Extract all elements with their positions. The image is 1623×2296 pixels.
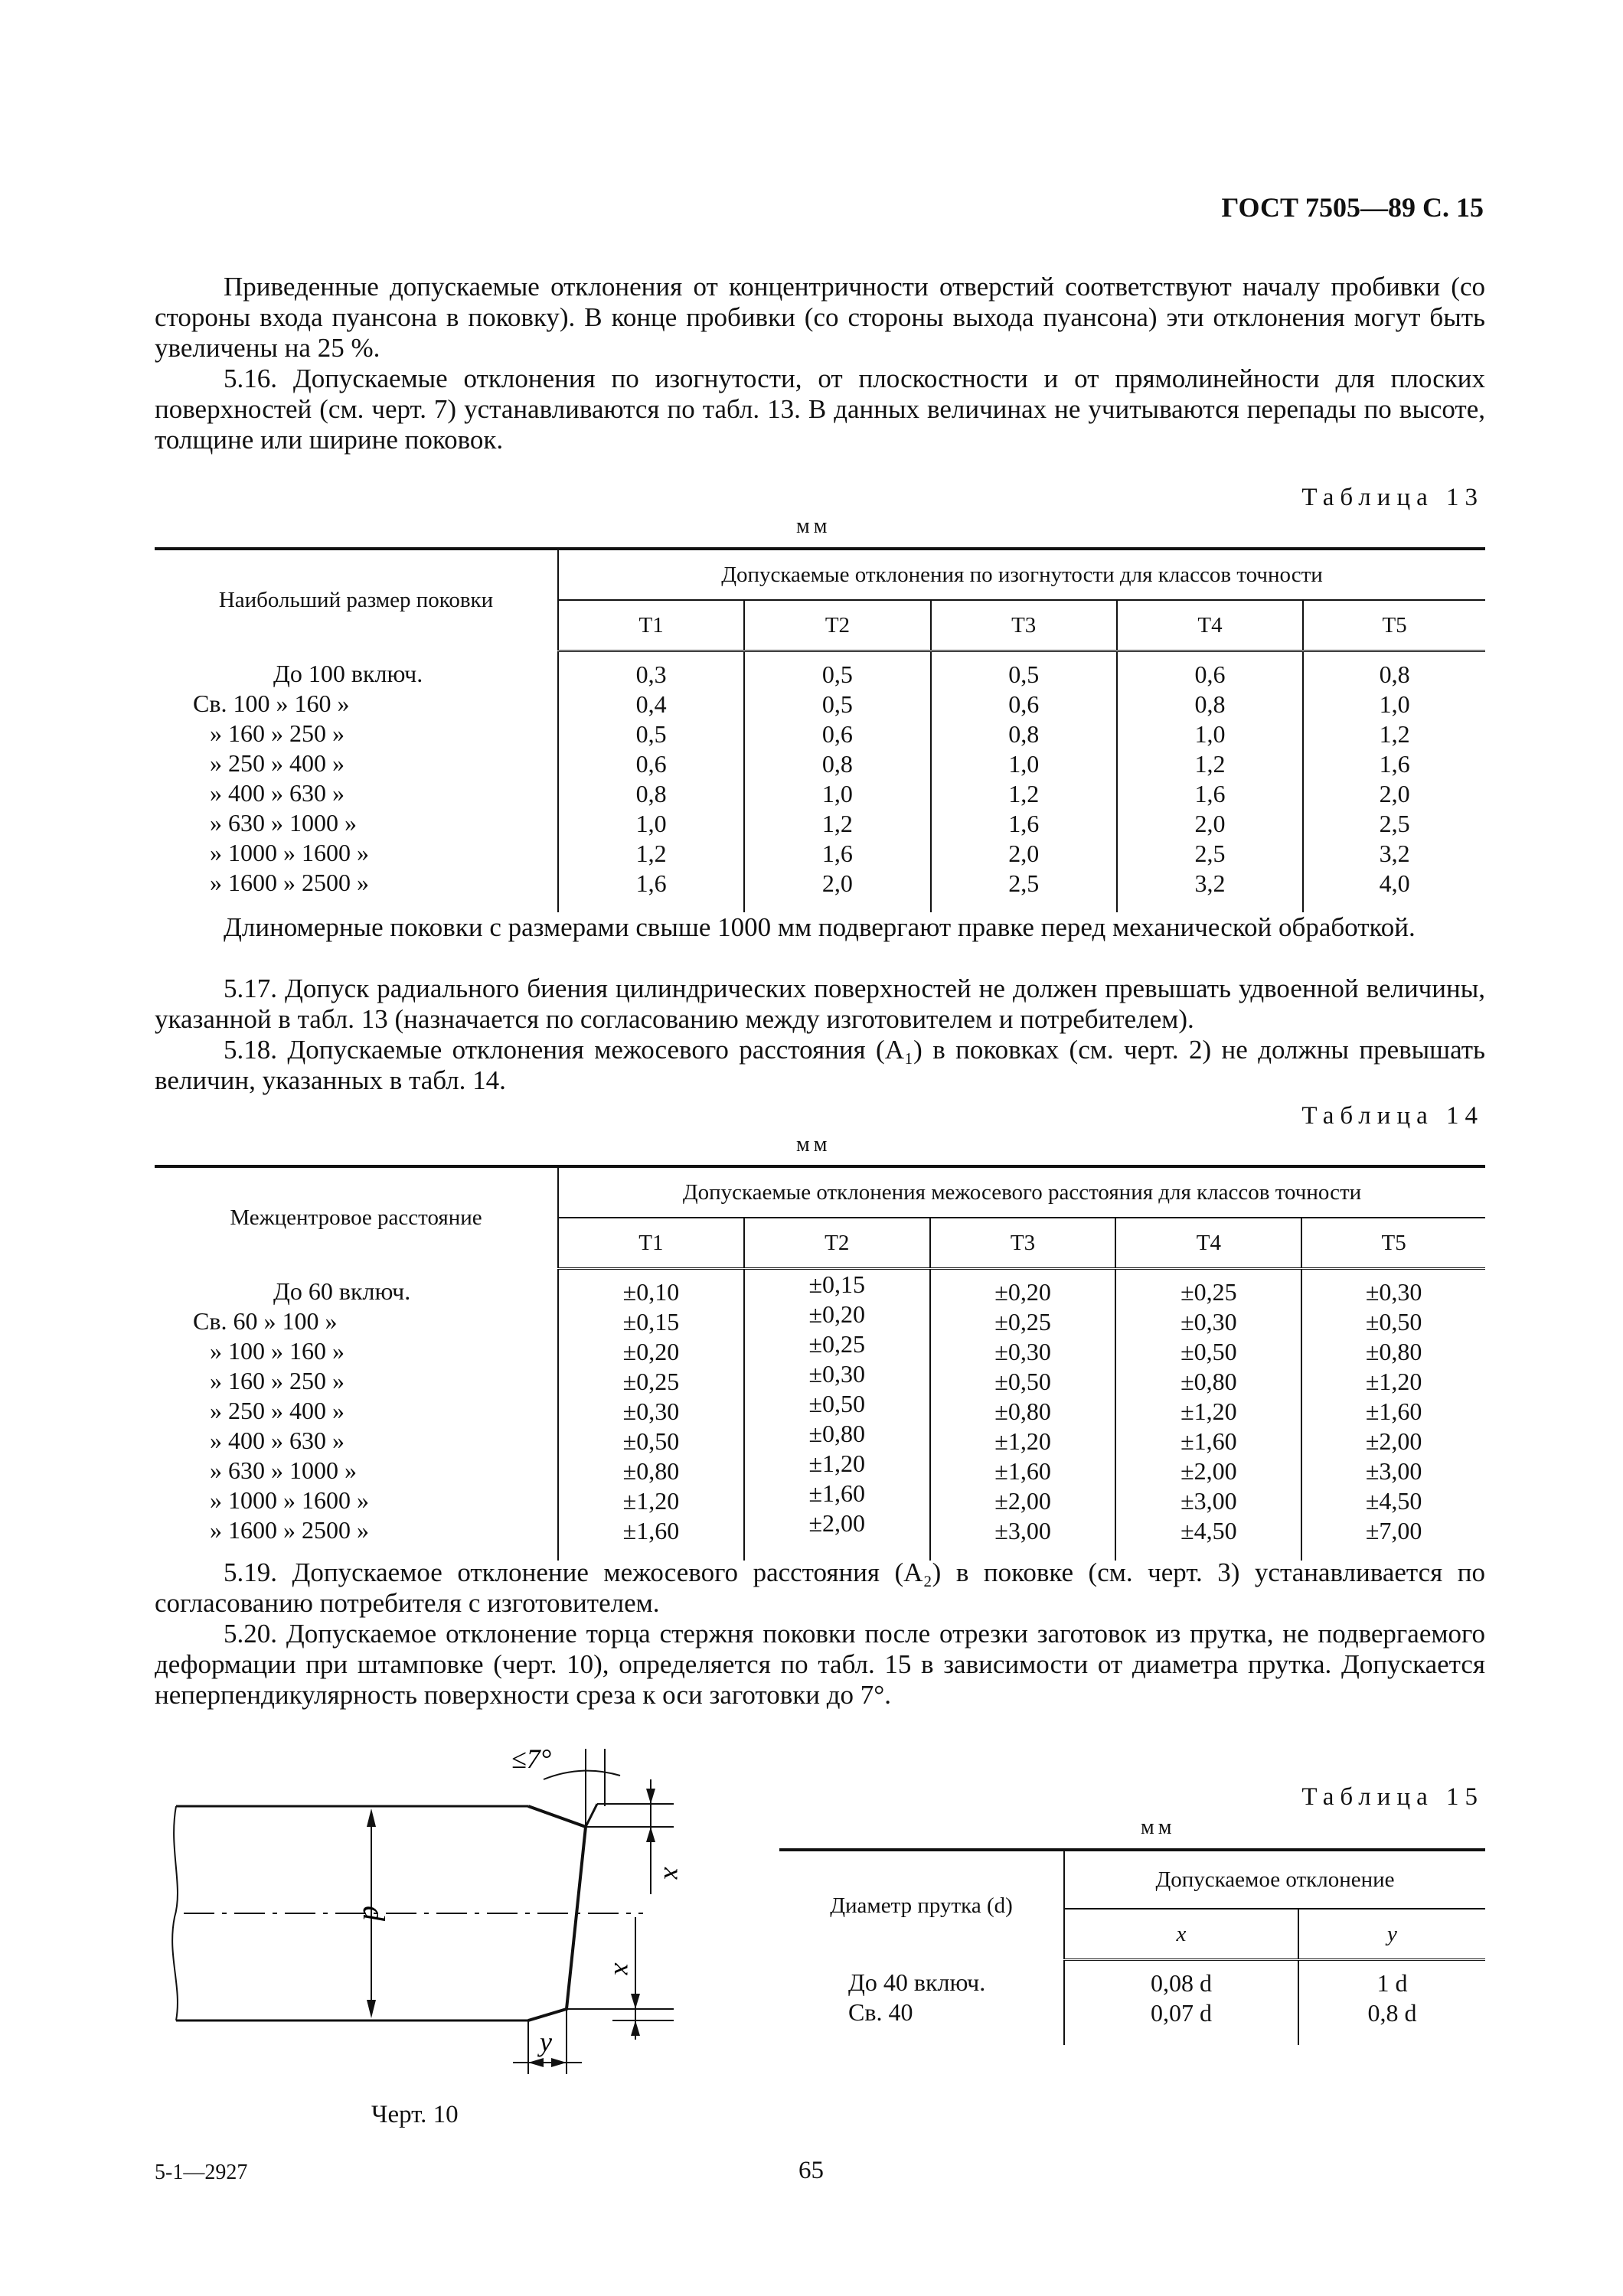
table-14-row-label: » 400 » 630 »: [210, 1426, 345, 1454]
cell: ±0,80: [622, 1457, 680, 1485]
cell: ±0,15: [808, 1270, 865, 1298]
d-arrow-bottom: [367, 2000, 376, 2018]
table-14-row-label: » 1000 » 1600 »: [210, 1486, 369, 1514]
cell: 2,0: [1008, 840, 1040, 867]
paragraph-long-forgings: Длиномерные поковки с размерами свыше 1000 мм подвергают правке перед механической обработкой.: [224, 912, 1416, 942]
cell: ±0,50: [994, 1368, 1051, 1395]
table-14-class-t2: Т2: [744, 1218, 930, 1269]
table-15-sub-x: x: [1064, 1909, 1298, 1960]
cell: ±1,20: [1365, 1368, 1422, 1395]
table-14-row-labels: [155, 1269, 558, 1561]
cell: ±0,20: [808, 1300, 865, 1328]
cell: ±0,20: [622, 1338, 680, 1365]
paragraph-5-18: 5.18. Допускаемые отклонения межосевого расстояния (A₁) в поковках (см. черт. 2) не должны превышать величин, указанных в табл. 14.: [155, 1035, 1485, 1095]
cell: ±3,00: [994, 1517, 1051, 1544]
table-15-col-y: [1298, 1960, 1485, 2045]
table-14-col-t4: [1115, 1269, 1301, 1561]
table-14-col-t2: [744, 1269, 930, 1561]
cell: 2,0: [1194, 810, 1226, 837]
cell: 2,0: [1379, 780, 1410, 807]
table-14-class-t4: Т4: [1115, 1218, 1301, 1269]
figure-bar-end-drawing: [153, 1733, 704, 2086]
cell: ±0,80: [1365, 1338, 1422, 1365]
cell: 0,5: [1008, 660, 1040, 688]
figure-caption: Черт. 10: [371, 2101, 459, 2128]
cell: 0,5: [821, 690, 853, 718]
table-14-first-col-header: Межцентровое расстояние: [230, 1205, 482, 1231]
cell: 0,8: [1194, 690, 1226, 718]
cell: 0,5: [635, 720, 667, 748]
cut-top-corner: [586, 1804, 597, 1827]
cell: ±0,80: [808, 1420, 865, 1447]
table-15-sub-y: y: [1298, 1909, 1485, 1960]
angle-label: ≤7°: [511, 1743, 552, 1774]
cell: 3,2: [1379, 840, 1410, 867]
table-13-class-t5: Т5: [1303, 600, 1485, 651]
table-13-col-t3: [931, 651, 1117, 912]
cell: ±1,60: [808, 1479, 865, 1507]
y-arrow-left: [528, 2058, 544, 2067]
table-14-row-label: До 60 включ.: [273, 1277, 411, 1305]
cell: 1,6: [1194, 780, 1226, 807]
x-arrow-lower-top: [631, 1994, 640, 2009]
paragraph-5-17: 5.17. Допуск радиального биения цилиндрических поверхностей не должен превышать удвоенной величины, указанной в табл. 13 (назначается по согласованию между изготовителем и потребителем).: [155, 974, 1485, 1034]
cell: 2,5: [1008, 869, 1040, 897]
cell: 1,2: [1194, 750, 1226, 778]
cell: 4,0: [1379, 869, 1410, 897]
x-arrow-lower-bottom: [631, 2020, 640, 2036]
table-13-row-label: » 250 » 400 »: [210, 748, 345, 777]
cell: 0,8 d: [1367, 1999, 1417, 2027]
page-number: 65: [798, 2157, 824, 2184]
cell: 0,07 d: [1150, 1999, 1212, 2027]
x-arrow-top: [646, 1789, 655, 1804]
table-13-row-label: » 1000 » 1600 »: [210, 838, 369, 866]
cell: 1,6: [1008, 810, 1040, 837]
table-14-caption: Таблица 14: [1301, 1102, 1484, 1130]
cell: ±2,00: [1365, 1427, 1422, 1455]
cell: 0,5: [821, 660, 853, 688]
cell: 0,8: [1379, 660, 1410, 688]
cell: 0,6: [635, 750, 667, 778]
table-13-row-label: До 100 включ.: [273, 659, 423, 687]
cell: 0,4: [635, 690, 667, 718]
cell: 1,0: [635, 810, 667, 837]
table-13-caption: Таблица 13: [1301, 484, 1484, 511]
cell: ±1,60: [994, 1457, 1051, 1485]
table-13-row-labels: [155, 651, 558, 912]
cell: 0,6: [821, 720, 853, 748]
cell: ±0,30: [1365, 1278, 1422, 1306]
bar-break-line: [172, 1806, 178, 2020]
x-arrow-bottom: [646, 1827, 655, 1842]
cell: 0,8: [1008, 720, 1040, 748]
cell: ±0,30: [622, 1397, 680, 1425]
table-14-group-header: Допускаемые отклонения межосевого расстояния для классов точности: [558, 1166, 1485, 1218]
table-15-first-col-header: Диаметр прутка (d): [830, 1893, 1013, 1918]
cell: ±0,25: [1181, 1278, 1237, 1306]
cell: ±0,80: [1181, 1368, 1237, 1395]
table-13-first-col-header: Наибольший размер поковки: [218, 588, 494, 613]
table-14-units: мм: [796, 1133, 831, 1156]
cell: 1,6: [1379, 750, 1410, 778]
table-13-row-label: » 160 » 250 »: [210, 719, 345, 747]
cell: ±1,20: [622, 1487, 680, 1515]
cell: ±3,00: [1365, 1457, 1422, 1485]
cell: ±0,50: [622, 1427, 680, 1455]
cell: 0,08 d: [1150, 1969, 1212, 1997]
cell: ±2,00: [1181, 1457, 1237, 1485]
table-13-units: мм: [796, 514, 831, 538]
cell: 1,0: [1008, 750, 1040, 778]
cell: ±1,60: [1365, 1397, 1422, 1425]
cell: ±0,25: [622, 1368, 680, 1395]
table-13-group-header: Допускаемые отклонения по изогнутости для классов точности: [558, 549, 1485, 600]
table-15-row-label: Св. 40: [848, 1998, 913, 2026]
table-15-units: мм: [1141, 1815, 1176, 1839]
cell: ±0,25: [994, 1308, 1051, 1336]
table-14-class-t3: Т3: [930, 1218, 1116, 1269]
table-15: [779, 1848, 1485, 2045]
cell: 1,0: [1379, 690, 1410, 718]
paragraph-5-19: 5.19. Допускаемое отклонение межосевого расстояния (A₂) в поковке (см. черт. 3) устанавливается по согласованию потребителя с изготовителем.: [155, 1557, 1485, 1618]
angle-arc: [544, 1771, 620, 1779]
table-13-col-t1: [558, 651, 744, 912]
cell: ±3,00: [1181, 1487, 1237, 1515]
cell: 0,3: [635, 660, 667, 688]
cell: ±1,20: [1181, 1397, 1237, 1425]
page-header: ГОСТ 7505—89 С. 15: [1221, 192, 1484, 223]
cell: ±0,30: [808, 1360, 865, 1388]
cell: ±0,30: [1181, 1308, 1237, 1336]
y-arrow-right: [551, 2058, 567, 2067]
paragraph-concentricity: Приведенные допускаемые отклонения от концентричности отверстий соответствуют началу пробивки (со стороны входа пуансона в поковку). В конце пробивки (со стороны выхода пуансона) эти отклонения могут быть увеличены на 25 %.: [155, 272, 1485, 363]
cell: ±0,30: [994, 1338, 1051, 1365]
table-13-row-label: Св. 100 » 160 »: [193, 689, 350, 717]
table-14-row-label: » 160 » 250 »: [210, 1366, 345, 1394]
cell: 2,5: [1194, 840, 1226, 867]
cell: 0,8: [635, 780, 667, 807]
paragraph-5-20: 5.20. Допускаемое отклонение торца стержня поковки после отрезки заготовок из прутка, не подвергаемого деформации при штамповке (черт. 10), определяется по табл. 15 в зависимости от диаметра прутка. Допускается неперпендикулярность поверхности среза к оси заготовки до 7°.: [155, 1619, 1485, 1710]
cell: ±7,00: [1365, 1517, 1422, 1544]
table-14-class-t5: Т5: [1301, 1218, 1485, 1269]
cell: 1,0: [821, 780, 853, 807]
table-14: [155, 1165, 1485, 1561]
table-13-class-t2: Т2: [744, 600, 930, 651]
cell: ±0,20: [994, 1278, 1051, 1306]
cell: 0,6: [1008, 690, 1040, 718]
table-13-row-label: » 1600 » 2500 »: [210, 868, 369, 896]
table-13-row-label: » 630 » 1000 »: [210, 808, 357, 837]
cell: ±0,50: [1181, 1338, 1237, 1365]
table-13-col-t5: [1303, 651, 1485, 912]
table-14-row-label: » 250 » 400 »: [210, 1396, 345, 1424]
cell: ±0,50: [808, 1390, 865, 1417]
table-15-row-labels: [779, 1960, 1064, 2045]
cell: 1,6: [635, 869, 667, 897]
cell: ±4,50: [1365, 1487, 1422, 1515]
table-13-class-t3: Т3: [931, 600, 1117, 651]
cell: 1,2: [1379, 720, 1410, 748]
table-14-col-t5: [1301, 1269, 1485, 1561]
cell: 1,6: [821, 840, 853, 867]
table-14-col-t3: [930, 1269, 1116, 1561]
d-arrow-top: [367, 1808, 376, 1827]
table-13: [155, 547, 1485, 912]
table-15-col-x: [1064, 1960, 1298, 2045]
table-13-class-t4: Т4: [1117, 600, 1303, 651]
x-label-lower: x: [609, 1963, 639, 1975]
table-14-col-t1: [558, 1269, 744, 1561]
cell: ±2,00: [808, 1509, 865, 1537]
cell: ±1,60: [1181, 1427, 1237, 1455]
cell: ±0,80: [994, 1397, 1051, 1425]
cell: ±0,25: [808, 1330, 865, 1358]
table-14-class-t1: Т1: [558, 1218, 744, 1269]
d-label: d: [357, 1906, 391, 1921]
table-14-row-label: Св. 60 » 100 »: [193, 1306, 338, 1335]
cell: ±0,10: [622, 1278, 680, 1306]
cell: 1 d: [1376, 1969, 1408, 1997]
cell: 1,2: [635, 840, 667, 867]
footer-code: 5-1—2927: [155, 2161, 248, 2184]
cell: 0,6: [1194, 660, 1226, 688]
cell: 1,2: [821, 810, 853, 837]
table-15-group-header: Допускаемое отклонение: [1064, 1850, 1485, 1909]
cell: 1,2: [1008, 780, 1040, 807]
table-13-row-label: » 400 » 630 »: [210, 778, 345, 807]
cell: 0,8: [821, 750, 853, 778]
table-14-row-label: » 630 » 1000 »: [210, 1456, 357, 1484]
cell: 2,5: [1379, 810, 1410, 837]
cell: ±1,60: [622, 1517, 680, 1544]
y-label: y: [540, 2027, 552, 2057]
cell: ±2,00: [994, 1487, 1051, 1515]
table-15-row-label: До 40 включ.: [848, 1968, 986, 1996]
cell: 3,2: [1194, 869, 1226, 897]
cell: ±0,15: [622, 1308, 680, 1336]
table-14-row-label: » 1600 » 2500 »: [210, 1515, 369, 1544]
table-14-row-label: » 100 » 160 »: [210, 1336, 345, 1365]
cell: ±1,20: [994, 1427, 1051, 1455]
paragraph-5-16: 5.16. Допускаемые отклонения по изогнутости, от плоскостности и от прямолинейности для плоских поверхностей (см. черт. 7) устанавливаются по табл. 13. В данных величинах не учитываются перепады по высоте, толщине или ширине поковок.: [155, 364, 1485, 455]
x-label-upper: x: [658, 1867, 689, 1880]
cell: ±0,50: [1365, 1308, 1422, 1336]
table-15-caption: Таблица 15: [1301, 1783, 1484, 1811]
cell: 1,0: [1194, 720, 1226, 748]
cell: ±4,50: [1181, 1517, 1237, 1544]
cell: ±1,20: [808, 1450, 865, 1477]
cell: 2,0: [821, 869, 853, 897]
table-13-col-t4: [1117, 651, 1303, 912]
table-13-col-t2: [744, 651, 930, 912]
table-13-class-t1: Т1: [558, 600, 744, 651]
